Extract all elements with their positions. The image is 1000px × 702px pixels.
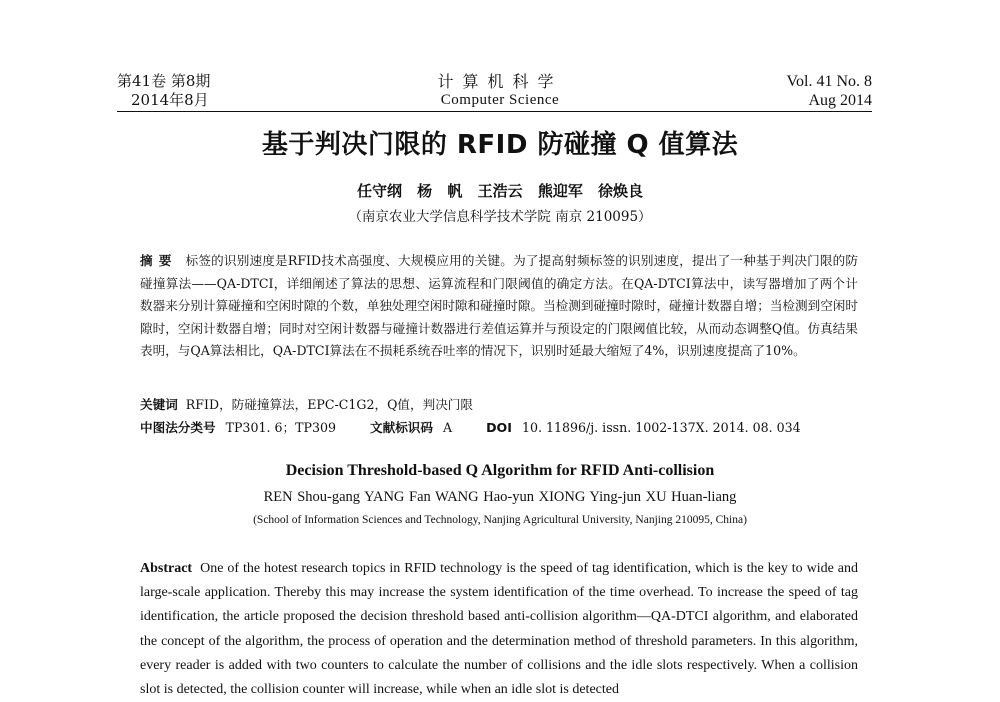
clc-value: TP301. 6；TP309 xyxy=(225,420,336,435)
doc-code-label: 文献标识码 xyxy=(370,420,433,435)
abstract-cn xyxy=(140,250,858,363)
keywords-cn-text: RFID，防碰撞算法，EPC-C1G2，Q值，判决门限 xyxy=(185,397,473,412)
journal-name xyxy=(390,72,610,110)
abstract-cn-label: 摘要 xyxy=(140,253,178,268)
volume-issue: 第41卷 第8期 xyxy=(117,72,211,90)
abstract-en-text: One of the hotest research topics in RFID technology is the speed of tag identification, which is the key to wide and large-scale application. Thereby this may increase the system identification of the time overhead. To increase the speed of tag identification, the article proposed the decision threshold based anti-collision algorithm—QA-DTCI algorithm, and elaborated the concept of the algorithm, the process of operation and the determination method of threshold parameters. In this algorithm, every reader is added with two counters to calculate the number of collisions and the idle slots respectively. When a collision slot is detected, the collision counter will increase, while when an idle slot is detected xyxy=(140,561,858,698)
doc-code-value: A xyxy=(442,420,453,435)
authors-en: REN Shou-gang YANG Fan WANG Hao-yun XIONG Ying-jun XU Huan-liang xyxy=(263,489,737,505)
doi-label: DOI xyxy=(486,420,512,435)
keywords-cn xyxy=(140,394,473,413)
publication-date-cn: 2014年8月 xyxy=(131,91,209,109)
journal-volume-info-en xyxy=(787,72,873,110)
journal-name-en: Computer Science xyxy=(440,92,560,108)
affiliation-en: (School of Information Sciences and Technology, Nanjing Agricultural University, Nanjing 210095, China) xyxy=(253,514,747,526)
paper-title-en: Decision Threshold-based Q Algorithm for RFID Anti-collision xyxy=(285,462,715,479)
affiliation-cn: （南京农业大学信息科学技术学院 南京 210095） xyxy=(348,209,652,225)
header-divider xyxy=(117,111,872,112)
abstract-en xyxy=(140,557,858,702)
publication-date-en: Aug 2014 xyxy=(808,92,872,109)
clc-label: 中图法分类号 xyxy=(140,420,216,435)
volume-issue-en: Vol. 41 No. 8 xyxy=(786,73,872,90)
classification-row xyxy=(140,417,858,436)
journal-volume-info xyxy=(117,72,210,110)
authors-cn: 任守纲 杨 帆 王浩云 熊迎军 徐焕良 xyxy=(356,182,644,200)
abstract-cn-text: 标签的识别速度是RFID技术高强度、大规模应用的关键。为了提高射频标签的识别速度，提出了一种基于判决门限的防碰撞算法——QA-DTCI，详细阐述了算法的思想、运算流程和门限阈值的确定方法。在QA-DTCI算法中，读写器增加了两个计数器来分别计算碰撞和空闲时隙的个数，单独处理空闲时隙和碰撞时隙。当检测到碰撞时隙时，碰撞计数器自增；当检测到空闲时隙时，空闲计数器自增；同时对空闲计数器与碰撞计数器进行差值运算并与预设定的门限阈值比较，从而动态调整Q值。仿真结果表明，与QA算法相比，QA-DTCI算法在不损耗系统吞吐率的情况下，识别时延最大缩短了4%，识别速度提高了10%。 xyxy=(140,253,859,358)
paper-title-cn: 基于判决门限的 RFID 防碰撞 Q 值算法 xyxy=(261,130,739,160)
journal-name-cn: 计算机科学 xyxy=(437,72,563,91)
keywords-cn-label: 关键词 xyxy=(140,397,178,412)
doi-value: 10. 11896/j. issn. 1002-137X. 2014. 08. 034 xyxy=(521,420,801,435)
abstract-en-label: Abstract xyxy=(140,561,193,576)
